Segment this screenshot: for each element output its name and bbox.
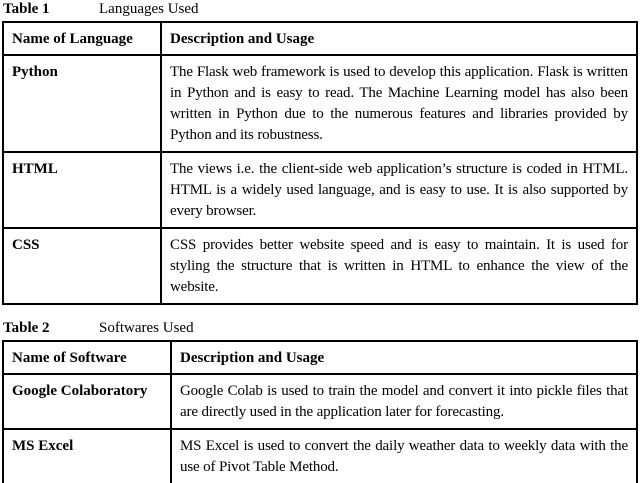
table-row-google-colaboratory [3,374,637,429]
language-description: The Flask web framework is used to develop this application. Flask is written in Python and is easy to read. The Machine Learning model has also been written in Python due to the numerous features and libraries provided by Python and its robustness. [161,55,637,152]
table-header-row [3,22,637,55]
table1-caption-title: Languages Used [99,1,199,17]
table1-caption-label: Table 1 [3,1,50,17]
table-header-row [3,341,637,374]
column-header-name-of-software: Name of Software [3,341,171,374]
table-row-python [3,55,637,152]
column-header-description-and-usage: Description and Usage [171,341,637,374]
software-name: MS Excel [3,429,171,483]
table2-caption [3,320,638,337]
table-row-html [3,152,637,228]
softwares-used-table [2,340,638,483]
table-row-ms-excel [3,429,637,483]
languages-used-table [2,21,638,305]
column-header-name-of-language: Name of Language [3,22,161,55]
software-name: Google Colaboratory [3,374,171,429]
table1-caption [3,1,638,18]
software-description: Google Colab is used to train the model and convert it into pickle files that are directly used in the application later for forecasting. [171,374,637,429]
language-name: HTML [3,152,161,228]
table2-caption-label: Table 2 [3,320,50,336]
software-description: MS Excel is used to convert the daily weather data to weekly data with the use of Pivot Table Method. [171,429,637,483]
language-name: Python [3,55,161,152]
table2-caption-title: Softwares Used [99,320,194,336]
column-header-description-and-usage: Description and Usage [161,22,637,55]
table-row-css [3,228,637,304]
language-name: CSS [3,228,161,304]
language-description: The views i.e. the client-side web application’s structure is coded in HTML. HTML is a widely used language, and is easy to use. It is also supported by every browser. [161,152,637,228]
language-description: CSS provides better website speed and is easy to maintain. It is used for styling the structure that is written in HTML to enhance the view of the website. [161,228,637,304]
